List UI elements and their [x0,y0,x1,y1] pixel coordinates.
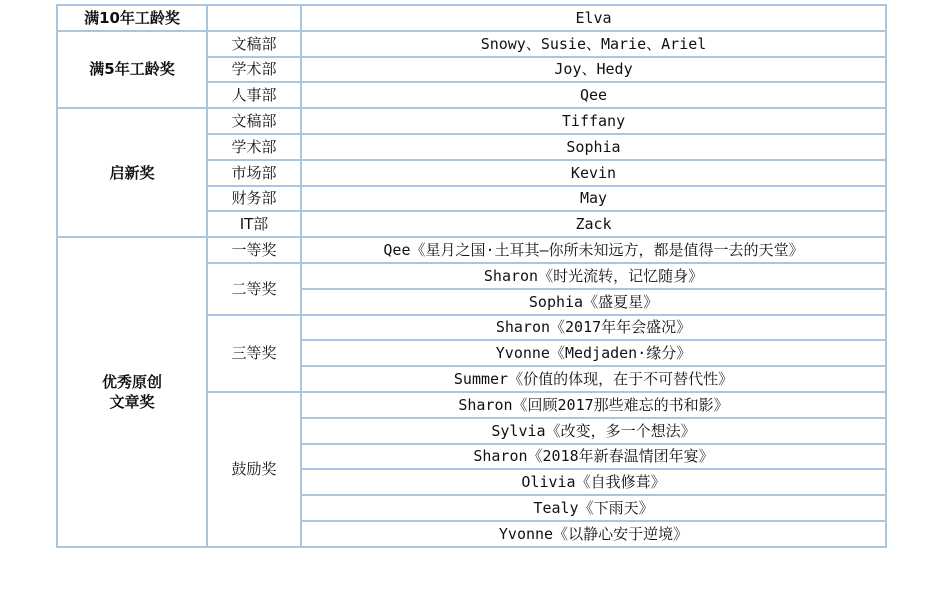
article-cell: Summer《价值的体现，在于不可替代性》 [301,366,886,392]
article-cell: Sharon《2018年新春温情团年宴》 [301,444,886,470]
winner-cell: May [301,186,886,212]
table-row [57,31,886,57]
winner-cell: Tiffany [301,108,886,134]
article-cell: Yvonne《Medjaden·缘分》 [301,340,886,366]
article-cell: Sophia《盛夏星》 [301,289,886,315]
awards-table [56,4,887,548]
prize-second: 二等奖 [207,263,301,315]
empty-cell [207,5,301,31]
winner-cell: Joy、Hedy [301,57,886,83]
winner-cell: Qee [301,82,886,108]
prize-encouragement: 鼓励奖 [207,392,301,547]
article-cell: Sharon《2017年年会盛况》 [301,315,886,341]
dept-cell: 人事部 [207,82,301,108]
winner-cell: Kevin [301,160,886,186]
article-cell: Yvonne《以静心安于逆境》 [301,521,886,547]
dept-cell: 市场部 [207,160,301,186]
article-cell: Sharon《回顾2017那些难忘的书和影》 [301,392,886,418]
winner-cell: Elva [301,5,886,31]
category-article [57,237,207,547]
dept-cell: 文稿部 [207,108,301,134]
winner-cell: Zack [301,211,886,237]
article-cell: Olivia《自我修葺》 [301,469,886,495]
category-article-line2: 文章奖 [109,392,155,411]
article-cell: Qee《星月之国·土耳其—你所未知远方，都是值得一去的天堂》 [301,237,886,263]
dept-cell: 学术部 [207,57,301,83]
table-row [57,237,886,263]
article-cell: Tealy《下雨天》 [301,495,886,521]
category-ten-year: 满10年工龄奖 [57,5,207,31]
dept-cell: 文稿部 [207,31,301,57]
dept-cell: 财务部 [207,186,301,212]
table-row [57,5,886,31]
winner-cell: Snowy、Susie、Marie、Ariel [301,31,886,57]
category-article-line1: 优秀原创 [101,372,162,391]
article-cell: Sylvia《改变，多一个想法》 [301,418,886,444]
article-cell: Sharon《时光流转，记忆随身》 [301,263,886,289]
dept-cell: IT部 [207,211,301,237]
category-five-year: 满5年工龄奖 [57,31,207,108]
prize-first: 一等奖 [207,237,301,263]
winner-cell: Sophia [301,134,886,160]
dept-cell: 学术部 [207,134,301,160]
category-newcomer: 启新奖 [57,108,207,237]
table-row [57,108,886,134]
prize-third: 三等奖 [207,315,301,392]
